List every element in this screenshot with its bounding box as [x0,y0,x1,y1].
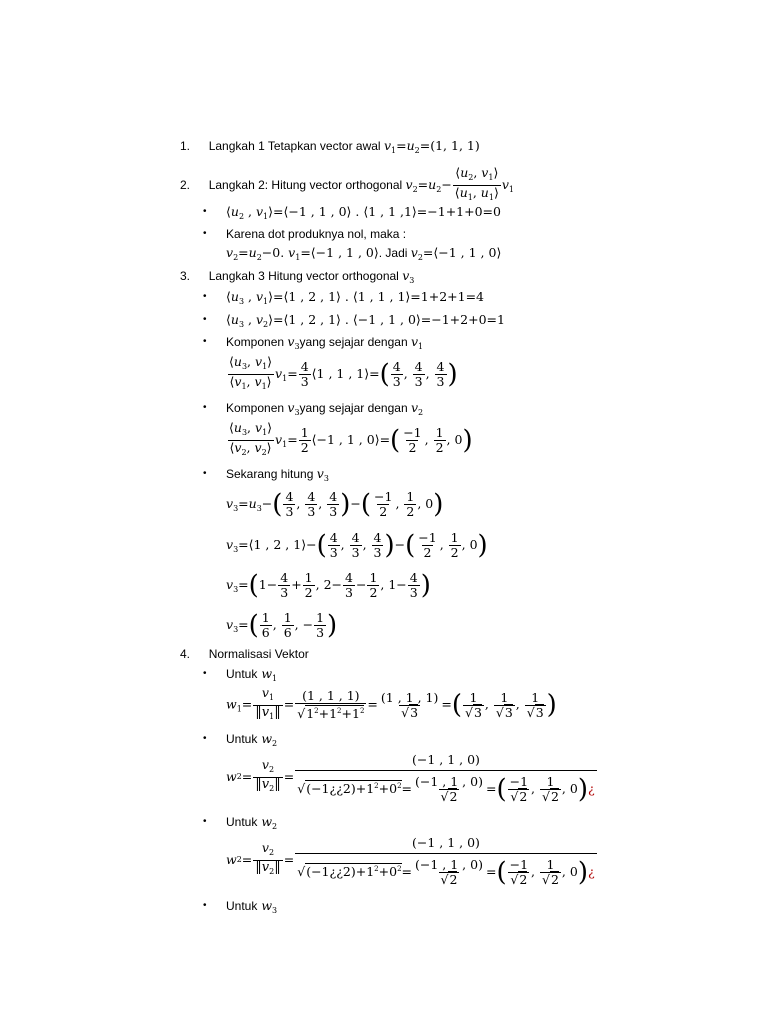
step-number: 4. [180,647,191,661]
equation: $⟨u_2$ , $v_1⟩=⟨-1$ , 1 , 0⟩ . ⟨1 , 1 ,1⟩=−1+1+0=0 [226,204,501,221]
step-4 [180,646,309,662]
sejajar-text: yang sejajar dengan [299,335,408,349]
step-number: 1. [180,139,191,153]
equation: $v_3=⟨1$ , 2 , 1⟩−( $\frac{4}{3}$ , $\frac{4}{3}$ , $\frac{4}{3}$ )−( $\frac{-1}{2}$ , $\frac{1}{2}$ , 0) [226,530,488,561]
step-text: Langkah 3 Hitung vector orthogonal [208,269,399,283]
bullet: • [203,733,207,744]
step-number: 2. [180,178,191,192]
untuk-text: Untuk [226,899,258,913]
equation: $v_3=$( $\frac{1}{6}$ , $\frac{1}{6}$ , − $\frac{1}{3}$ ) [226,610,338,641]
equation: $v_3=(1-$ $\frac{4}{3}$ + $\frac{1}{2}$ , 2− $\frac{4}{3}$ − $\frac{1}{2}$ , 1− $\frac{4}{3}$ ) [226,570,431,601]
komponen-text: Komponen [226,335,285,349]
step-2 [180,166,514,205]
step-1 [180,138,480,159]
step-text: Langkah 1 Tetapkan vector awal [208,139,381,153]
step-text: Langkah 2: Hitung vector orthogonal [208,178,403,192]
equation: w 2 = $\frac{v_2}{‖v_2‖}$ = (−1 , 1 , 0) $√(-1¿¿2)+1^2+0^2=$ $\frac{(-1 , 1 , 0)}{√2}$ =( $\frac{-1}{√2}$ , $\frac{1}{√2}$ , 0)¿ [226,835,595,888]
komponen-line: Komponen $v_3yang$ sejajar dengan $v_1$ [226,334,424,351]
bullet: • [203,402,207,413]
equation-line: $v_2=u_2-0$. $v_1=⟨-1$ , 1 , 0⟩. Jadi $v_2=⟨-1$ , 1 , 0⟩ [226,245,502,262]
sekarang-text: Sekarang hitung [226,467,314,481]
bullet: • [203,668,207,679]
bullet: • [203,900,207,911]
bullet: • [203,336,207,347]
step-text: Normalisasi Vektor [208,647,309,661]
komponen-line: Komponen $v_3yang$ sejajar dengan $v_2$ [226,400,424,417]
sekarang-line: Sekarang hitung $v_3$ [226,466,329,483]
bullet: • [203,206,207,217]
sejajar-text: yang sejajar dengan [299,401,408,415]
equation: $⟨u_3$ , $v_2⟩=⟨1$ , 2 , 1⟩ . ⟨−1 , 1 , 0⟩=−1+2+0=1 [226,312,505,329]
komponen-text: Komponen [226,401,285,415]
equation: $w_1=$ $\frac{v_1}{‖v_1‖}$ = $\frac{(1 , 1 , 1)}{√1^2+1^2+1^2}$ = $\frac{(1 , 1 , 1)}{√3}$ =( $\frac{1}{√3}$ , $\frac{1}{√3}$ , $\frac{1}{√3}$ ) [226,686,557,728]
karena-text: Karena dot produknya nol, maka : [226,227,407,241]
untuk-line: Untuk $w_2$ [226,814,278,831]
untuk-line: Untuk $w_2$ [226,731,278,748]
untuk-line: Untuk $w_1$ [226,666,278,683]
equation: $\frac{⟨u_3, v_1⟩}{⟨v_1, v_1⟩}$ $v_1=$ $\frac{4}{3}$ ⟨1 , 1 , 1⟩=( $\frac{4}{3}$ , $\frac{4}{3}$ , $\frac{4}{3}$ ) [226,355,458,397]
equation: w 2 = $\frac{v_2}{‖v_2‖}$ = (−1 , 1 , 0) $√(-1¿¿2)+1^2+0^2=$ $\frac{(-1 , 1 , 0)}{√2}$ =( $\frac{-1}{√2}$ , $\frac{1}{√2}$ , 0)¿ [226,752,595,805]
equation: $v_1=u_2=(1$, 1, 1) [383,138,480,155]
untuk-line: Untuk $w_3$ [226,898,278,915]
bullet: • [203,314,207,325]
step-number: 3. [180,269,191,283]
equation: $v_3=u_3-$( $\frac{4}{3}$ , $\frac{4}{3}$ , $\frac{4}{3}$ )−( $\frac{-1}{2}$ , $\frac{1}{2}$ , 0) [226,489,444,520]
step-3: 3. Langkah 3 Hitung vector orthogonal $v_3$ [180,268,415,285]
bullet: • [203,291,207,302]
equation: $\frac{⟨u_3, v_1⟩}{⟨v_2, v_2⟩}$ $v_1=$ $\frac{1}{2}$ ⟨−1 , 1 , 0⟩=( $\frac{-1}{2}$ , $\frac{1}{2}$ , 0) [226,421,473,463]
equation: $v_2=u_2-$ $\frac{⟨u_2, v_1⟩}{⟨u_1, u_1⟩}$ $v_1$ [406,177,514,192]
untuk-text: Untuk [226,732,258,746]
untuk-text: Untuk [226,815,258,829]
bullet: • [203,816,207,827]
jadi-text: . Jadi [378,246,408,260]
bullet: • [203,228,207,239]
untuk-text: Untuk [226,667,258,681]
equation: $⟨u_3$ , $v_1⟩=⟨1$ , 2 , 1⟩ . ⟨1 , 1 , 1⟩=1+2+1=4 [226,289,485,306]
bullet: • [203,468,207,479]
